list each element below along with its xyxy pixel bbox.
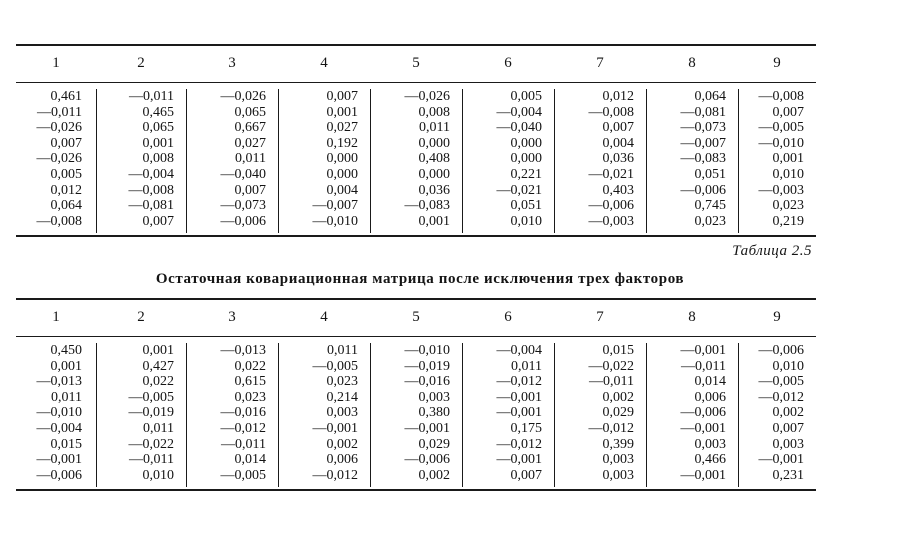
matrix-cell: 0,014 (234, 452, 266, 468)
matrix-cell: —0,011 (221, 436, 266, 452)
matrix-column (370, 89, 462, 233)
matrix-cell: —0,010 (404, 343, 450, 358)
matrix-cell: 0,010 (772, 358, 804, 374)
matrix-cell: 0,192 (326, 135, 358, 151)
matrix-cell: —0,013 (36, 374, 82, 390)
matrix-cell: —0,011 (681, 358, 726, 374)
matrix-cell: 0,003 (602, 452, 634, 468)
matrix-column (186, 89, 278, 233)
matrix-column (462, 343, 554, 487)
matrix-cell: 0,015 (602, 343, 634, 358)
matrix-cell: —0,001 (496, 389, 542, 405)
matrix-cell: —0,081 (680, 104, 726, 120)
table-header-row (16, 54, 816, 72)
matrix-cell: 0,000 (510, 135, 542, 151)
column-header: 7 (596, 55, 604, 71)
matrix-cell: 0,408 (418, 151, 450, 167)
matrix-cell: —0,006 (36, 467, 82, 483)
matrix-cell: —0,001 (496, 452, 542, 468)
matrix-cell: 0,007 (772, 420, 804, 436)
matrix-column (278, 343, 370, 487)
matrix-cell: 0,007 (602, 120, 634, 136)
matrix-cell: —0,004 (496, 104, 542, 120)
column-header: 1 (52, 309, 60, 325)
matrix-cell: —0,019 (128, 405, 174, 421)
matrix-cell: —0,003 (758, 182, 804, 198)
matrix-cell: 0,027 (326, 120, 358, 136)
matrix-cell: 0,380 (418, 405, 450, 421)
covariance-table-2 (16, 298, 816, 494)
matrix-cell: —0,006 (404, 452, 450, 468)
matrix-cell: —0,010 (758, 135, 804, 151)
matrix-cell: 0,427 (142, 358, 174, 374)
matrix-cell: 0,175 (510, 420, 542, 436)
matrix-cell: 0,006 (694, 389, 726, 405)
matrix-cell: 0,403 (602, 182, 634, 198)
matrix-cell: 0,007 (772, 104, 804, 120)
matrix-cell: 0,011 (511, 358, 542, 374)
column-header: 4 (320, 309, 328, 325)
matrix-cell: 0,745 (694, 198, 726, 214)
matrix-cell: 0,008 (418, 104, 450, 120)
matrix-cell: 0,461 (50, 89, 82, 104)
matrix-cell: 0,001 (50, 358, 82, 374)
matrix-cell: 0,615 (234, 374, 266, 390)
matrix-cell: —0,011 (589, 374, 634, 390)
matrix-cell: 0,000 (510, 151, 542, 167)
matrix-cell: —0,008 (36, 213, 82, 229)
matrix-cell: —0,001 (404, 420, 450, 436)
matrix-cell: 0,003 (418, 389, 450, 405)
matrix-cell: 0,064 (694, 89, 726, 104)
matrix-cell: 0,029 (602, 405, 634, 421)
matrix-cell: —0,003 (588, 213, 634, 229)
matrix-cell: —0,012 (588, 420, 634, 436)
matrix-cell: 0,011 (143, 420, 174, 436)
matrix-cell: 0,027 (234, 135, 266, 151)
matrix-cell: 0,001 (326, 104, 358, 120)
matrix-cell: 0,002 (326, 436, 358, 452)
covariance-table-1 (16, 44, 816, 240)
matrix-cell: —0,011 (129, 452, 174, 468)
matrix-cell: 0,001 (418, 213, 450, 229)
matrix-cell: —0,040 (496, 120, 542, 136)
table-top-rule (16, 44, 816, 46)
matrix-column (646, 343, 738, 487)
matrix-cell: 0,011 (327, 343, 358, 358)
matrix-cell: —0,004 (36, 420, 82, 436)
matrix-cell: —0,008 (758, 89, 804, 104)
column-header: 3 (228, 55, 236, 71)
matrix-cell: 0,023 (694, 213, 726, 229)
column-header: 4 (320, 55, 328, 71)
column-header: 8 (688, 309, 696, 325)
matrix-cell: —0,011 (129, 89, 174, 104)
matrix-cell: —0,081 (128, 198, 174, 214)
matrix-cell: 0,003 (772, 436, 804, 452)
matrix-cell: 0,064 (50, 198, 82, 214)
matrix-cell: —0,001 (312, 420, 358, 436)
matrix-cell: —0,026 (36, 151, 82, 167)
matrix-cell: 0,012 (602, 89, 634, 104)
matrix-cell: —0,006 (680, 182, 726, 198)
matrix-cell: 0,003 (326, 405, 358, 421)
matrix-column (186, 343, 278, 487)
matrix-cell: 0,465 (142, 104, 174, 120)
column-header: 6 (504, 55, 512, 71)
matrix-cell: —0,007 (680, 135, 726, 151)
table-header-row (16, 308, 816, 326)
matrix-cell: 0,000 (418, 166, 450, 182)
matrix-cell: 0,001 (142, 343, 174, 358)
matrix-cell: 0,221 (510, 166, 542, 182)
matrix-cell: 0,008 (142, 151, 174, 167)
matrix-cell: 0,002 (418, 467, 450, 483)
matrix-cell: 0,002 (772, 405, 804, 421)
matrix-cell: 0,036 (602, 151, 634, 167)
matrix-cell: —0,001 (680, 343, 726, 358)
matrix-cell: 0,214 (326, 389, 358, 405)
matrix-cell: 0,012 (50, 182, 82, 198)
matrix-cell: —0,001 (496, 405, 542, 421)
matrix-cell: 0,002 (602, 389, 634, 405)
matrix-cell: 0,010 (142, 467, 174, 483)
matrix-column (462, 89, 554, 233)
matrix-cell: —0,006 (758, 343, 804, 358)
matrix-cell: 0,010 (510, 213, 542, 229)
matrix-cell: —0,005 (128, 389, 174, 405)
table-bottom-rule (16, 489, 816, 491)
header-divider-rule (16, 82, 816, 83)
matrix-cell: —0,073 (680, 120, 726, 136)
matrix-cell: —0,001 (758, 452, 804, 468)
matrix-cell: —0,001 (36, 452, 82, 468)
matrix-cell: —0,013 (220, 343, 266, 358)
matrix-cell: 0,003 (602, 467, 634, 483)
matrix-cell: —0,005 (758, 120, 804, 136)
matrix-cell: —0,004 (496, 343, 542, 358)
matrix-column (646, 89, 738, 233)
matrix-column (554, 89, 646, 233)
matrix-cell: —0,026 (220, 89, 266, 104)
matrix-cell: —0,040 (220, 166, 266, 182)
matrix-cell: —0,005 (312, 358, 358, 374)
matrix-cell: —0,019 (404, 358, 450, 374)
matrix-cell: 0,000 (326, 166, 358, 182)
matrix-column (96, 343, 186, 487)
matrix-column (96, 89, 186, 233)
matrix-column (738, 343, 816, 487)
matrix-cell: —0,001 (680, 467, 726, 483)
matrix-cell: 0,005 (510, 89, 542, 104)
matrix-cell: 0,015 (50, 436, 82, 452)
matrix-cell: 0,219 (772, 213, 804, 229)
matrix-cell: 0,000 (418, 135, 450, 151)
matrix-cell: 0,006 (326, 452, 358, 468)
matrix-cell: 0,011 (51, 389, 82, 405)
matrix-cell: 0,007 (326, 89, 358, 104)
table-title: Остаточная ковариационная матрица после исключения трех факторов (155, 271, 685, 287)
matrix-cell: —0,016 (404, 374, 450, 390)
matrix-cell: 0,231 (772, 467, 804, 483)
matrix-cell: —0,083 (680, 151, 726, 167)
matrix-cell: —0,022 (128, 436, 174, 452)
matrix-cell: 0,011 (235, 151, 266, 167)
matrix-cell: —0,022 (588, 358, 634, 374)
matrix-cell: —0,016 (220, 405, 266, 421)
matrix-cell: 0,001 (772, 151, 804, 167)
matrix-cell: 0,005 (50, 166, 82, 182)
matrix-cell: —0,010 (312, 213, 358, 229)
matrix-column (554, 343, 646, 487)
matrix-cell: 0,023 (234, 389, 266, 405)
matrix-cell: 0,022 (142, 374, 174, 390)
matrix-column (16, 89, 96, 233)
matrix-cell: —0,012 (758, 389, 804, 405)
matrix-cell: 0,003 (694, 436, 726, 452)
matrix-cell: —0,073 (220, 198, 266, 214)
column-header: 9 (773, 55, 781, 71)
matrix-cell: 0,000 (326, 151, 358, 167)
matrix-column (370, 343, 462, 487)
matrix-cell: —0,083 (404, 198, 450, 214)
matrix-cell: 0,065 (234, 104, 266, 120)
matrix-cell: 0,001 (142, 135, 174, 151)
matrix-cell: —0,021 (496, 182, 542, 198)
column-header: 5 (412, 309, 420, 325)
matrix-cell: 0,010 (772, 166, 804, 182)
matrix-cell: 0,466 (694, 452, 726, 468)
table-top-rule (16, 298, 816, 300)
matrix-column (278, 89, 370, 233)
matrix-cell: 0,036 (418, 182, 450, 198)
matrix-cell: 0,007 (510, 467, 542, 483)
matrix-cell: 0,023 (772, 198, 804, 214)
matrix-cell: —0,008 (128, 182, 174, 198)
matrix-column (16, 343, 96, 487)
matrix-cell: —0,012 (312, 467, 358, 483)
column-header: 8 (688, 55, 696, 71)
matrix-cell: —0,005 (758, 374, 804, 390)
matrix-cell: —0,008 (588, 104, 634, 120)
matrix-cell: —0,004 (128, 166, 174, 182)
matrix-cell: 0,007 (50, 135, 82, 151)
matrix-cell: 0,051 (694, 166, 726, 182)
table-bottom-rule (16, 235, 816, 237)
column-header: 6 (504, 309, 512, 325)
matrix-cell: 0,004 (326, 182, 358, 198)
column-header: 2 (137, 309, 145, 325)
matrix-cell: —0,006 (680, 405, 726, 421)
matrix-cell: —0,012 (496, 374, 542, 390)
matrix-cell: 0,065 (142, 120, 174, 136)
matrix-cell: —0,011 (37, 104, 82, 120)
matrix-cell: —0,021 (588, 166, 634, 182)
table-body (16, 343, 816, 487)
matrix-cell: —0,001 (680, 420, 726, 436)
matrix-cell: 0,023 (326, 374, 358, 390)
matrix-cell: —0,012 (496, 436, 542, 452)
matrix-cell: —0,012 (220, 420, 266, 436)
column-header: 1 (52, 55, 60, 71)
matrix-cell: 0,450 (50, 343, 82, 358)
matrix-cell: 0,399 (602, 436, 634, 452)
matrix-cell: —0,007 (312, 198, 358, 214)
column-header: 5 (412, 55, 420, 71)
matrix-cell: 0,011 (419, 120, 450, 136)
matrix-cell: 0,667 (234, 120, 266, 136)
matrix-cell: 0,022 (234, 358, 266, 374)
matrix-cell: —0,005 (220, 467, 266, 483)
matrix-cell: 0,004 (602, 135, 634, 151)
matrix-cell: —0,026 (404, 89, 450, 104)
matrix-cell: —0,026 (36, 120, 82, 136)
matrix-cell: —0,010 (36, 405, 82, 421)
matrix-cell: 0,007 (234, 182, 266, 198)
matrix-cell: —0,006 (588, 198, 634, 214)
column-header: 7 (596, 309, 604, 325)
matrix-column (738, 89, 816, 233)
matrix-cell: 0,007 (142, 213, 174, 229)
column-header: 3 (228, 309, 236, 325)
header-divider-rule (16, 336, 816, 337)
matrix-cell: 0,029 (418, 436, 450, 452)
table-body (16, 89, 816, 233)
matrix-cell: 0,014 (694, 374, 726, 390)
matrix-cell: 0,051 (510, 198, 542, 214)
table-caption: Таблица 2.5 (732, 243, 812, 259)
column-header: 2 (137, 55, 145, 71)
column-header: 9 (773, 309, 781, 325)
matrix-cell: —0,006 (220, 213, 266, 229)
